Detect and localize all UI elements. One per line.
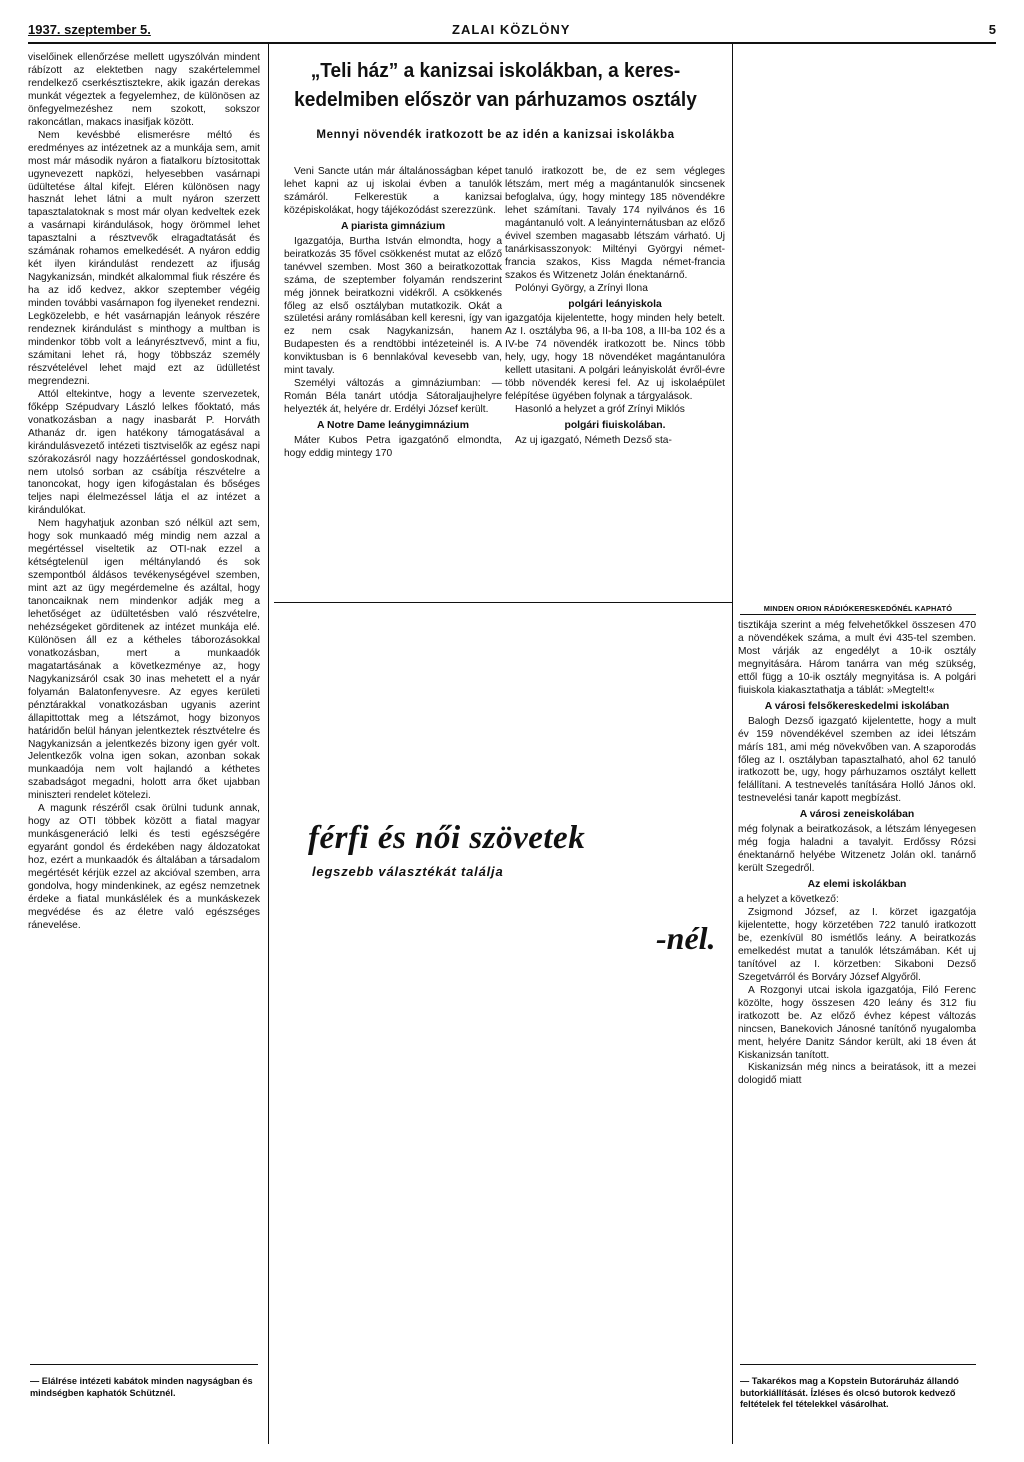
section-heading: A piarista gimnázium [340, 220, 446, 232]
paragraph: tisztikája szerint a még felvehetőkkel összesen 470 a növendékek száma, a mult évi 435-tel szemben. Most várják az engedélyt a 10-ik osztály megnyitására. Három tanárra van még szükség, ettől függ a 10-ik osztály megnyitása is. A polgári fiuiskola kiakasztathatja a táblát: »Megtelt!« [738, 620, 976, 696]
divider [30, 1364, 258, 1365]
masthead [28, 18, 996, 44]
paragraph: Zsigmond József, az I. körzet igazgatója kijelentette, hogy körzetében 722 tanuló iratkozott be, ezenkívül 80 ismétlős leány. A beiratkozás emelkedést mutat a tanulók létszámában. Két uj tanítóvel az I. körzetben: Sikaboni Dezső Szegetvárról és Borváry József Algyőről. [738, 907, 976, 983]
paragraph: Igazgatója, Burtha István elmondta, hogy a beiratkozás 35 fővel csökkenést mutat az előző tanévvel szemben. Most 360 a beiratkozottak száma, de szeptember folyamán rendszerint még jönnek beiratkozni vidékről. A csökkenés főleg az első osztályban mutatkozik. Okát a születési arány romlásában kell keresni, így van ez nem csak Nagykanizsán, hanem Budapesten és a rendtöbbi intézeteinél is. A konviktusban is 6 bennlakóval kevesebb van, mint tavaly. [284, 235, 502, 377]
paragraph: Személyi változás a gimnáziumban: — Román Béla tanárt utódja Sátoraljaujhelyre helyezték át, helyére dr. Erdélyi József került. [284, 378, 502, 416]
paragraph: Polónyi György, a Zrínyi Ilona [515, 282, 648, 294]
paragraph: Az uj igazgató, Németh Dezső sta- [515, 435, 672, 447]
headline-line-1: „Teli ház” a kanizsai iskolákban, a keres- [310, 59, 681, 82]
newspaper-title: ZALAI KÖZLÖNY [452, 22, 571, 37]
small-ad-right: — Takarékos mag a Kopstein Butoráruház állandó butorkiállítását. Ízléses és olcsó butorok kedvező feltételek fel tételekkel vásárolhat. [740, 1376, 959, 1409]
column-1 [28, 52, 260, 933]
paragraph: Nem kevésbbé elismerésre méltó és eredményes az intézetnek az a munkája sem, amit most már második nyáron a fiatalkoru bíztositottak ugynevezett napközi, helyesebben vasárnapi üdültetése által kifejt. Eléren különösen nagy hasznát lehet látni a mult nyáron szerzett tapasztalatoknak s most már olyan kedveltek ezek a vasárnapi kirándulások, hogy örömmel lehet tapasztalni a résztvevők elragadtatását és számának rohamos emelkedését. A nyáron eddig két ilyen kirándulást rendezett az ifjuság Nagykanizsán, mindkét alkalommal fiuk részére és ha az idő kedvez, akkor szeptember végéig minden további vasárnapon fog ilyeneket rendezni. Legközelebb, e hét vasárnapján leányok részére rendeznek kirándulást s minthogy a multban is mindenkor több volt a leányrésztvevő, mint a fiu, számitani lehet rá, hogy többszáz személy részvételével lehet majd ezt az üdülletést megrendezni. [28, 129, 260, 387]
ad-title: férfi és női szövetek [308, 820, 586, 856]
ad-suffix: -nél. [656, 920, 716, 956]
section-heading: polgári fiuiskolában. [564, 420, 666, 432]
paragraph: Balogh Dezső igazgató kijelentette, hogy a mult év 159 növendékével szemben az idei létszám márís 181, ami még növekvőben van. A szaporodás főleg az I. osztályban tapasztalható, ahol 62 tanuló iratkozott be, ugy, hogy párhuzamos osztályt kellett felállítani. A testnevelés tanítására Holló János okl. testnevelési tanár kapott megbízást. [738, 715, 976, 805]
paragraph: Veni Sancte után már általánosságban képet lehet kapni az uj iskolai évben a tanulók számáról. Felkerestük a kanizsai középiskolákat, hogy tájékozódást szerezzünk. [284, 166, 502, 216]
paragraph: a helyzet a következő: [738, 894, 839, 906]
paragraph: még folynak a beiratkozások, a létszám lényegesen még fogja haladni a tavalyit. Erdőssy Rózsi énektanárnő helyébe Witzenetz Jolán okl. tanárnő került Szegedről. [738, 824, 976, 875]
column-divider [732, 44, 733, 1444]
column-4 [738, 620, 976, 1088]
paragraph: A Rozgonyi utcai iskola igazgatója, Filó Ferenc közölte, hogy összesen 420 leány és 312 fiu iratkozott be. Az előző évhez képest változás nincsen, Banekovich Jánosné tanítónő nyugalomba ment, helyére Danitz Sándor került, aki 18 éven át Kiskanizsán tanított. [738, 984, 976, 1061]
paragraph: tanuló iratkozott be, de ez sem végleges létszám, mert még a magántanulók sincsenek befoglalva, úgy, hogy mintegy 185 növendékre lehet számítani. Tavaly 174 nyilvános és 16 magántanuló volt. A leányinternátusban az előző évivel szemben magasabb létszám várható. Uj tanárkisasszonyok: Miltényi Györgyi német-francia szakos, Kiss Magda német-francia szakos és Witzenetz Jolán énektanárnő. [505, 166, 725, 281]
divider [740, 1364, 976, 1365]
section-heading: A városi zeneiskolában [799, 809, 915, 821]
section-heading: polgári leányiskola [568, 298, 662, 310]
article-headline [275, 56, 717, 114]
small-ad-left: — Elálrése intézeti kabátok minden nagyságban és mindségben kaphatók Schütznél. [30, 1376, 253, 1398]
orion-ad-banner: MINDEN ORION RÁDIÓKERESKEDŐNÉL KAPHATÓ [763, 604, 953, 613]
fabric-advertisement [308, 820, 736, 980]
divider [740, 614, 976, 615]
paragraph: Kiskanizsán még nincs a beiratások, itt a mezei dologidő miatt [738, 1062, 976, 1087]
column-3 [505, 166, 725, 448]
column-2 [284, 166, 502, 461]
column-divider [268, 44, 269, 1444]
paragraph: Attól eltekintve, hogy a levente szervezetek, főképp Szépudvary László lelkes főoktató, más vonatkozásban a nagy inasbarát P. Horváth Athanáz dr. igen hatékony támogatásával a kirándulásvezető intézeti tisztviselők az egész napi szórakozásról nagy hozzáértéssel gondoskodnak, nem utolsó sorban az csábítja részvételre a tanoncokat, hogy igen kifogástalan és bőséges teljes napi élelmezéssel látja el az intézet a kirándulókat. [28, 388, 260, 517]
paragraph: viselőinek ellenőrzése mellett ugyszólván mindent rábízott az elektetben nagy szakértelemmel rendelkező cserkésztisztekre, akik igazán derekas munkát végeztek a fegyelemhez, de különösen az önfegyelmezéshez nem szokott, sokszor rakoncátlan, makacs inasifjak között. [28, 52, 260, 128]
page-number: 5 [988, 22, 996, 37]
paragraph: igazgatója kijelentette, hogy minden hely betelt. Az I. osztályba 96, a II-ba 108, a III-ba 102 és a IV-be 74 növendék iratkozott be. Nincs több hely, ugy, hogy 18 növendéket magántanulóra kellett utasitani. A polgári leányiskolát évről-évre több növendék keresi fel. Az uj iskolaépület felépítése ügyében folynak a tárgyalások. [505, 313, 725, 403]
headline-line-2: kedelmiben először van párhuzamos osztály [294, 88, 697, 111]
paragraph: Máter Kubos Petra igazgatónő elmondta, hogy eddig mintegy 170 [284, 435, 502, 460]
divider [274, 602, 732, 603]
paragraph: Nem hagyhatjuk azonban szó nélkül azt sem, hogy sok munkaadó még mindig nem azzal a megértéssel viseltetik az OTI-nak ezzel a kétségtelenül igen méltánylandó és sok szempontból áldásos tevékenységével szemben, mint azt az ügy megérdemelne és azáltal, hogy tanoncaiknak nem mindenkor adják meg a lehetőséget az üdültetésben való részvételre, nehézségeket görditenek az intézet munkája elé. Különösen áll ez a kétheles táborozásokkal vonatkozásban, mert a munkaadók magatartásának a következménye az, hogy Nagykanizsáról csak 30 inas mehetett el a nyár folyamán Balatonfenyvesre. Az egyes kerületi pénztárakkal vonatkozásban ugyanis azerint állapittottak meg a létszámot, hogy bizonyos határidőn belül hányan jelentkeztek résztvételre és Nagykanizsán a jelentkezés bizony igen gyér volt. Jelentkezők volna igen sokan, azonban sokak munkaadója nem volt hajlandó a kéthetes szabadságot megadni, holott arra őket ujabban miniszteri rendelet kötelezi. [28, 518, 260, 802]
article-subheadline: Mennyi növendék iratkozott be az idén a kanizsai iskolákba [316, 129, 675, 141]
section-heading: Az elemi iskolákban [807, 879, 907, 891]
section-heading: A Notre Dame leánygimnázium [316, 420, 470, 432]
paragraph: A magunk részéről csak örülni tudunk annak, hogy az OTI többek között a fiatal magyar munkásgeneráció lelki és testi egészségére egyaránt gondol és érdekében nagy áldozatokat hoz, ezért a munkaadók és általában a társadalom megértését kérjük ezzel az akcióval szemben, arra gondolva, hogy mindenkinek, az egész nemzetnek érdeke a fiatal munkáslélek és a munkáskezek megvédése és az életre való egészséges ránevelése. [28, 803, 260, 931]
issue-date: 1937. szeptember 5. [28, 22, 151, 37]
ad-tagline: legszebb választékát találja [312, 864, 504, 879]
paragraph: Hasonló a helyzet a gróf Zrínyi Miklós [515, 404, 685, 416]
section-heading: A városi felsőkereskedelmi iskolában [764, 700, 950, 712]
